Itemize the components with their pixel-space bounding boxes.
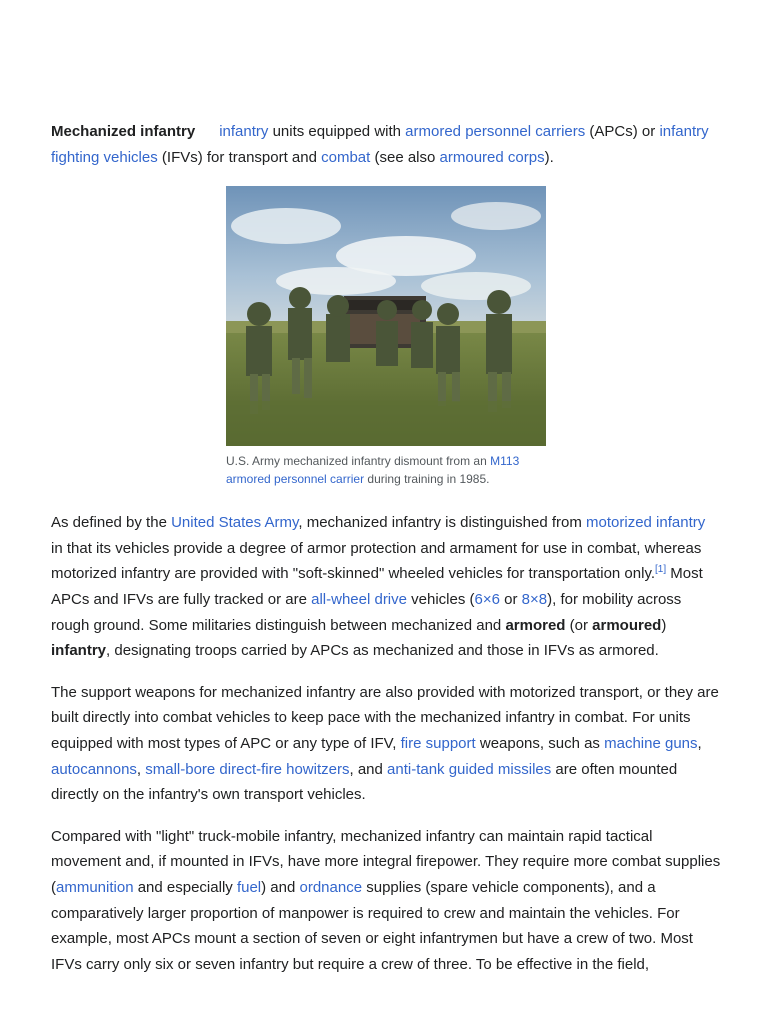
link-motorized-infantry[interactable]: motorized infantry (586, 514, 706, 532)
body-text: The support weapons for mechanized infantry are also provided with motorized transport, or they are built directly into combat vehicles to keep pace with the mechanized infantry in combat. For units equipped with most types of APC or any type of IFV, (51, 683, 719, 752)
article-body (51, 119, 721, 993)
link-m113[interactable]: M113 armored personnel carrier (226, 454, 520, 487)
body-text: ) (661, 616, 667, 634)
body-text: are often mounted directly on the infantry's own transport vehicles. (51, 760, 678, 804)
figure-caption (226, 452, 546, 488)
body-text: , (136, 760, 146, 778)
caption-text: U.S. Army mechanized infantry dismount from an (226, 454, 491, 469)
bold-term: armored (505, 616, 566, 634)
intro-paragraph (51, 119, 721, 170)
body-text: and especially (133, 878, 237, 896)
link-all-wheel-drive[interactable]: all-wheel drive (311, 590, 407, 608)
body-text: , (697, 734, 702, 752)
body-text: Compared with "light" truck-mobile infantry, mechanized infantry can maintain rapid tactical movement and, if mounted in IFVs, have more integral firepower. They require more combat supplies ( (51, 827, 721, 896)
link-machine-guns[interactable]: machine guns (604, 734, 698, 752)
body-text: , designating troops carried by APCs as mechanized and those in IFVs as armored. (106, 642, 659, 660)
link-fuel[interactable]: fuel (236, 878, 262, 896)
intro-text: ). (544, 148, 554, 166)
link-howitzers[interactable]: small-bore direct-fire howitzers (145, 760, 350, 778)
link-infantry-fighting-vehicles[interactable]: infantry fighting vehicles (51, 123, 709, 166)
intro-text: (APCs) or (585, 123, 660, 140)
body-text: weapons, such as (475, 734, 605, 752)
link-ordnance[interactable]: ordnance (299, 878, 363, 896)
body-text: or (499, 590, 522, 608)
intro-text: (see also (370, 148, 440, 166)
body-text: As defined by the (51, 514, 172, 532)
bold-term: infantry (51, 642, 107, 660)
link-armored-personnel-carriers[interactable]: armored personnel carriers (405, 123, 586, 140)
link-atgm[interactable]: anti-tank guided missiles (387, 760, 552, 778)
link-6x6[interactable]: 6×6 (474, 590, 500, 608)
citation-link[interactable]: [1] (655, 564, 667, 576)
body-text: in that its vehicles provide a degree of armor protection and armament for use in combat, whereas motorized infantry are provided with "soft-skinned" wheeled vehicles for transportation only. (51, 539, 702, 583)
link-combat[interactable]: combat (321, 148, 371, 166)
paragraph-support-weapons (51, 680, 721, 808)
link-autocannons[interactable]: autocannons (51, 760, 137, 778)
intro-text: (IFVs) for transport and (157, 148, 322, 166)
body-text: , mechanized infantry is distinguished from (298, 514, 587, 532)
intro-text: units equipped with (268, 123, 406, 140)
body-text: Most APCs and IFVs are fully tracked or are (51, 565, 703, 608)
body-text: vehicles ( (406, 590, 475, 608)
link-fire-support[interactable]: fire support (400, 734, 476, 752)
link-united-states-army[interactable]: United States Army (171, 514, 299, 532)
link-infantry[interactable]: infantry (219, 123, 269, 140)
figure (226, 186, 546, 488)
body-text: supplies (spare vehicle components), and a comparatively larger proportion of manpower is required to crew and maintain the vehicles. For example, most APCs mount a section of seven or eight infantrymen but have a crew of two. Most IFVs carry only six or seven infantry but require a crew of three. To be effective in the field, (51, 878, 693, 973)
body-text: ), for mobility across rough ground. Some militaries distinguish between mechanized and (51, 590, 682, 634)
soldiers-photo[interactable] (226, 186, 546, 446)
link-armoured-corps[interactable]: armoured corps (439, 148, 545, 166)
body-text: (or (565, 616, 593, 634)
body-text: ) and (261, 878, 300, 896)
paragraph-comparison (51, 824, 721, 978)
bold-term: armoured (592, 616, 662, 634)
article-subject: Mechanized infantry (51, 123, 196, 140)
caption-text: during training in 1985. (364, 472, 490, 487)
link-8x8[interactable]: 8×8 (521, 590, 548, 608)
paragraph-definition (51, 510, 721, 664)
body-text: , and (349, 760, 388, 778)
link-ammunition[interactable]: ammunition (56, 878, 134, 896)
